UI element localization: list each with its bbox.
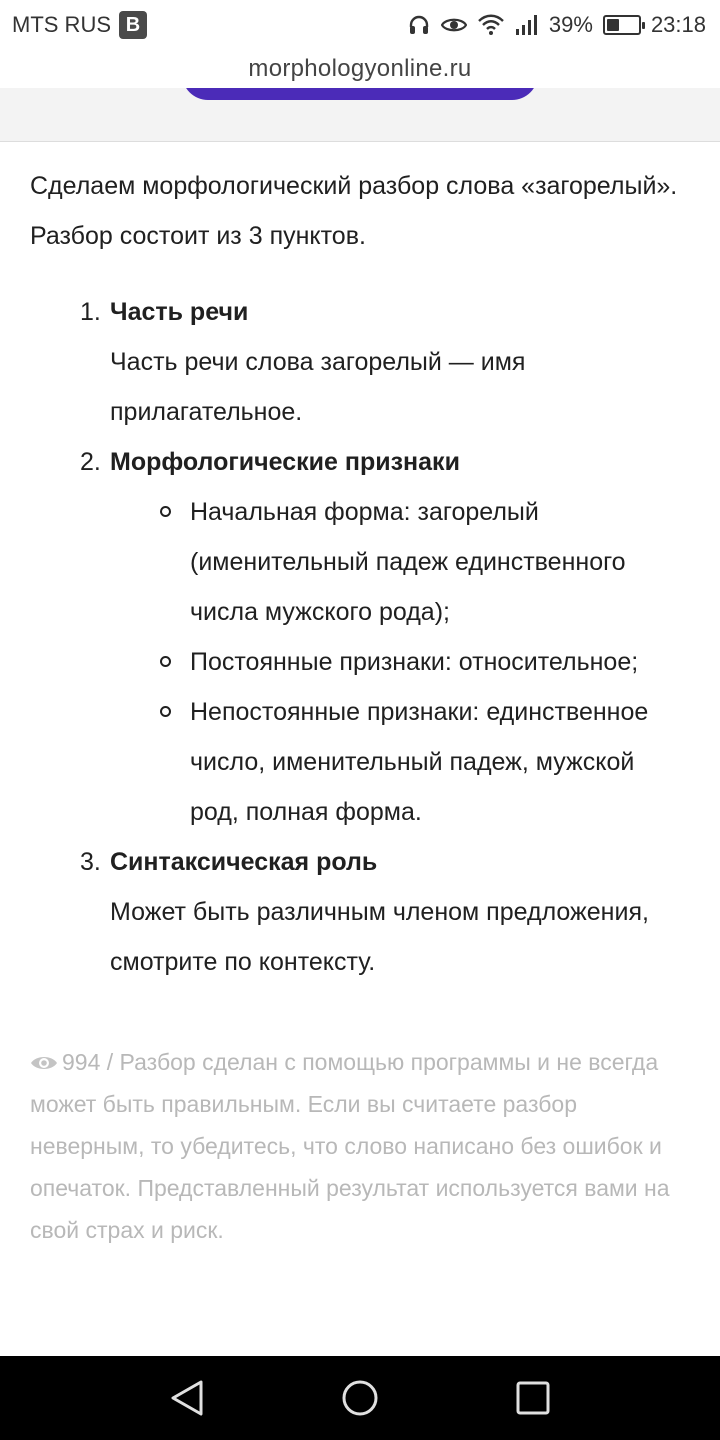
back-icon [169, 1379, 205, 1417]
sublist-item [160, 487, 690, 637]
list-item-morphological-features [80, 437, 690, 837]
analysis-list [30, 287, 690, 987]
battery-percent: 39% [548, 12, 593, 37]
item-text: Может быть различным членом предложения, смотрите по контексту. [110, 898, 649, 976]
sublist-item [160, 687, 690, 837]
item-title: Синтаксическая роль [110, 848, 378, 876]
list-item-part-of-speech [80, 287, 690, 437]
top-strip [0, 88, 720, 142]
battery-fill [607, 19, 619, 31]
clock: 23:18 [650, 12, 706, 37]
url-text[interactable]: morphologyonline.ru [248, 55, 472, 82]
disclaimer-note [30, 1041, 690, 1251]
status-right [407, 12, 706, 38]
url-bar[interactable] [0, 50, 720, 88]
status-bar [0, 0, 720, 50]
battery-icon [603, 15, 641, 35]
intro-paragraph: Сделаем морфологический разбор слова «загорелый». Разбор состоит из 3 пунктов. [30, 172, 678, 250]
item-title: Часть речи [110, 298, 249, 326]
item-text: Часть речи слова загорелый — имя прилагательное. [110, 348, 526, 426]
sublist-item-text: Непостоянные признаки: единственное число, именительный падеж, мужской род, полная форма. [190, 698, 649, 826]
sublist-item-text: Начальная форма: загорелый (именительный падеж единственного числа мужского рода); [190, 498, 626, 626]
bullet-circle-icon [160, 706, 171, 717]
sublist-item-text: Постоянные признаки: относительное; [190, 648, 639, 676]
view-count: 994 [62, 1049, 101, 1075]
list-item-syntactic-role [80, 837, 690, 987]
system-nav-bar [0, 1356, 720, 1440]
headphones-icon [407, 13, 431, 37]
recents-icon [516, 1381, 550, 1415]
back-button[interactable] [147, 1358, 227, 1438]
views-eye-icon [30, 1053, 58, 1073]
recents-button[interactable] [493, 1358, 573, 1438]
list-number: 3. [80, 848, 101, 876]
status-left [12, 11, 147, 39]
sublist-item [160, 637, 690, 687]
article-content [0, 142, 720, 1251]
signal-icon [515, 13, 539, 37]
bullet-circle-icon [160, 506, 171, 517]
item-title: Морфологические признаки [110, 448, 460, 476]
home-icon [341, 1379, 379, 1417]
home-button[interactable] [320, 1358, 400, 1438]
list-number: 2. [80, 448, 101, 476]
submit-button[interactable] [182, 88, 538, 100]
wifi-icon [477, 13, 505, 37]
list-number: 1. [80, 298, 101, 326]
bullet-circle-icon [160, 656, 171, 667]
carrier-name: MTS RUS [12, 12, 111, 37]
eye-icon [441, 13, 467, 37]
features-sublist [110, 487, 690, 837]
disclaimer-text: / Разбор сделан с помощью программы и не всегда может быть правильным. Если вы считаете разбор неверным, то убедитесь, что слово написано без ошибок и опечаток. Представленный результат используется вами на свой страх и риск. [30, 1049, 670, 1243]
vk-notification-icon: B [119, 11, 147, 39]
